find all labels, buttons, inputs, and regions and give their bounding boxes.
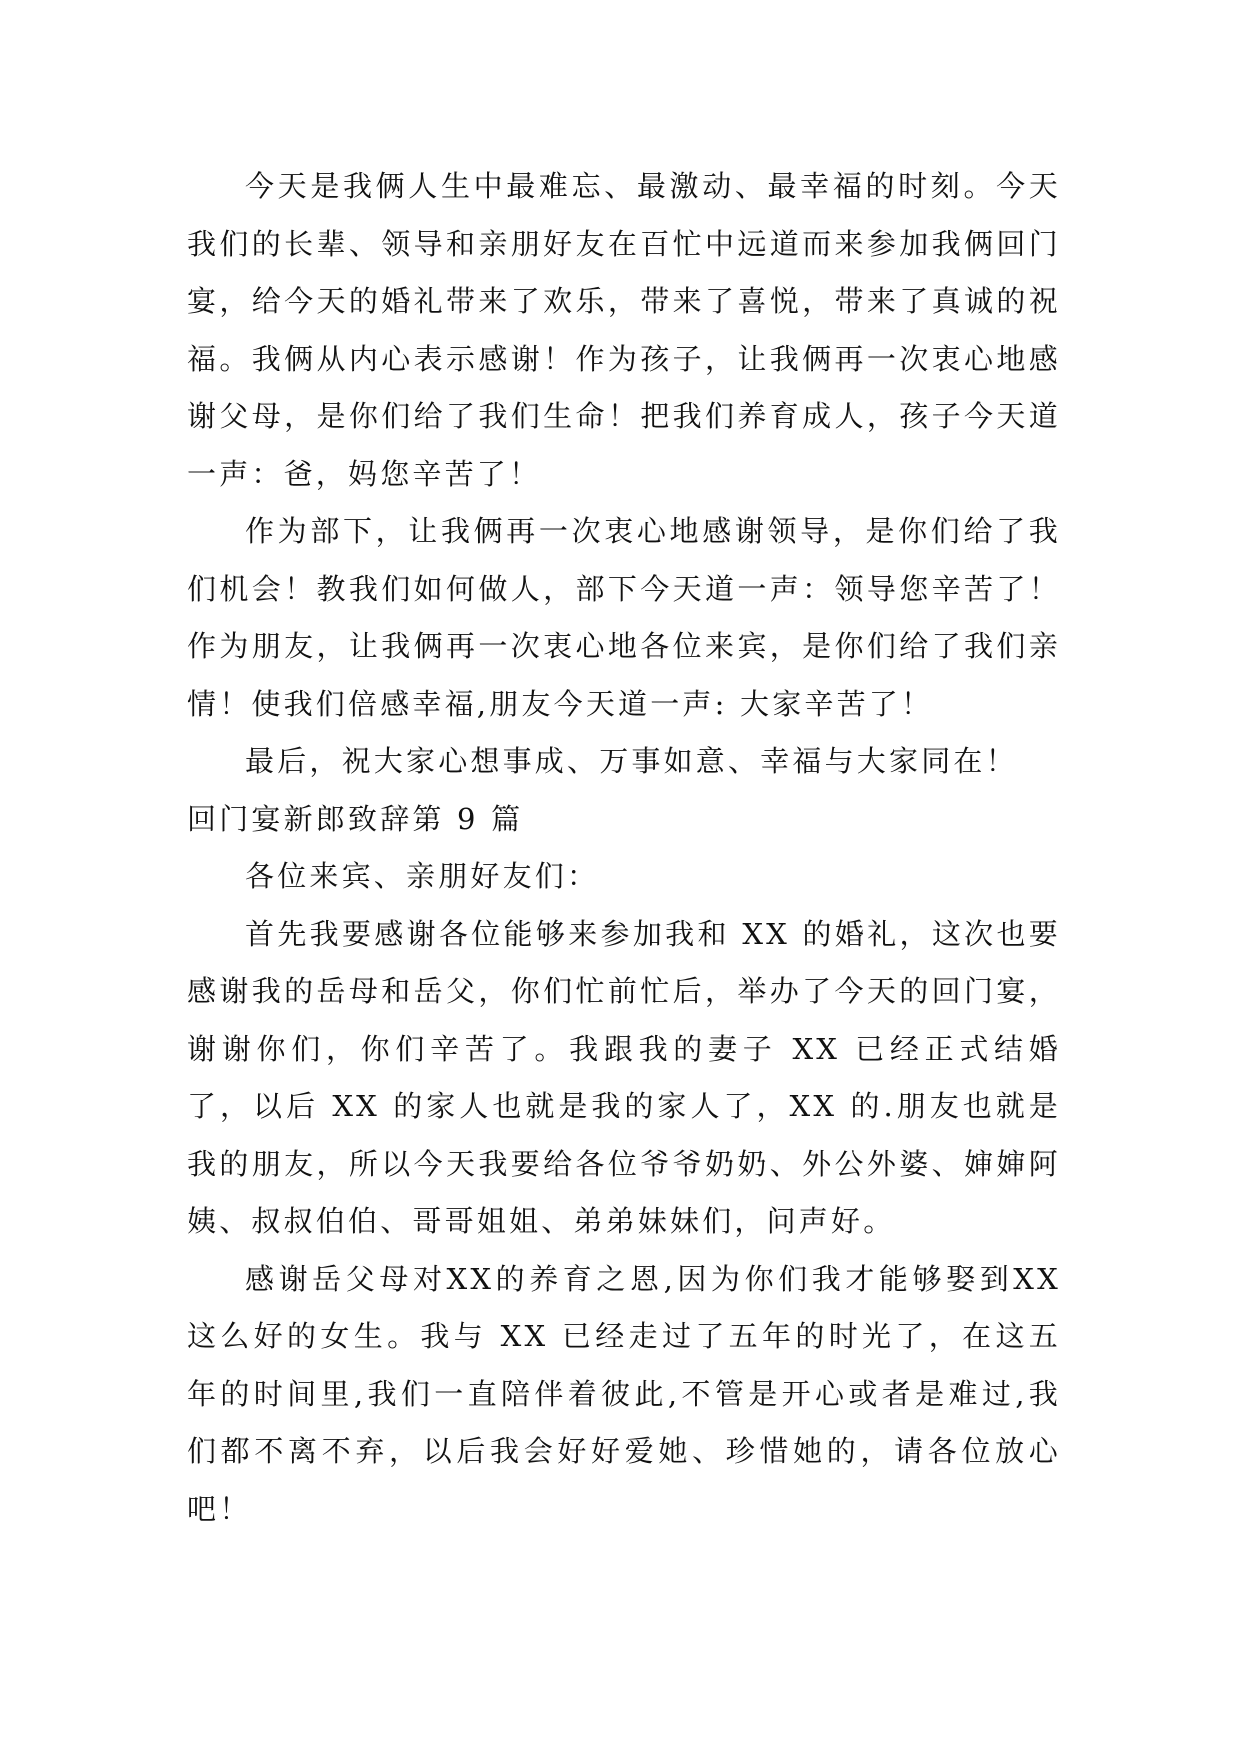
body-paragraph-2: 感谢岳父母对XX的养育之恩,因为你们我才能够娶到XX这么好的女生。我与 XX 已经走过了五年的时光了，在这五年的时间里,我们一直陪伴着彼此,不管是开心或者是难过,我们都不离不弃，以后我会好好爱她、珍惜她的，请各位放心吧！ xyxy=(187,1261,1061,1526)
document-content xyxy=(187,158,1061,1538)
body-paragraph-1: 首先我要感谢各位能够来参加我和 XX 的婚礼，这次也要感谢我的岳母和岳父，你们忙前忙后，举办了今天的回门宴，谢谢你们，你们辛苦了。我跟我的妻子 XX 已经正式结婚了，以后 XX 的家人也就是我的家人了，XX 的.朋友也就是我的朋友，所以今天我要给各位爷爷奶奶、外公外婆、婶婶阿姨、叔叔伯伯、哥哥姐姐、弟弟妹妹们，问声好。 xyxy=(187,916,1061,1238)
section-heading: 回门宴新郎致辞第 9 篇 xyxy=(187,801,524,836)
paragraph-3: 最后，祝大家心想事成、万事如意、幸福与大家同在！ xyxy=(245,744,1018,778)
paragraph-1: 今天是我俩人生中最难忘、最激动、最幸福的时刻。今天我们的长辈、领导和亲朋好友在百忙中远道而来参加我俩回门宴，给今天的婚礼带来了欢乐，带来了喜悦，带来了真诚的祝福。我俩从内心表示感谢！作为孩子，让我俩再一次衷心地感谢父母，是你们给了我们生命！把我们养育成人，孩子今天道一声：爸，妈您辛苦了！ xyxy=(187,169,1061,491)
greeting: 各位来宾、亲朋好友们： xyxy=(245,859,600,893)
paragraph-2: 作为部下，让我俩再一次衷心地感谢领导，是你们给了我们机会！教我们如何做人，部下今天道一声：领导您辛苦了！作为朋友，让我俩再一次衷心地各位来宾，是你们给了我们亲情！使我们倍感幸福,朋友今天道一声: 大家辛苦了！ xyxy=(187,514,1061,721)
